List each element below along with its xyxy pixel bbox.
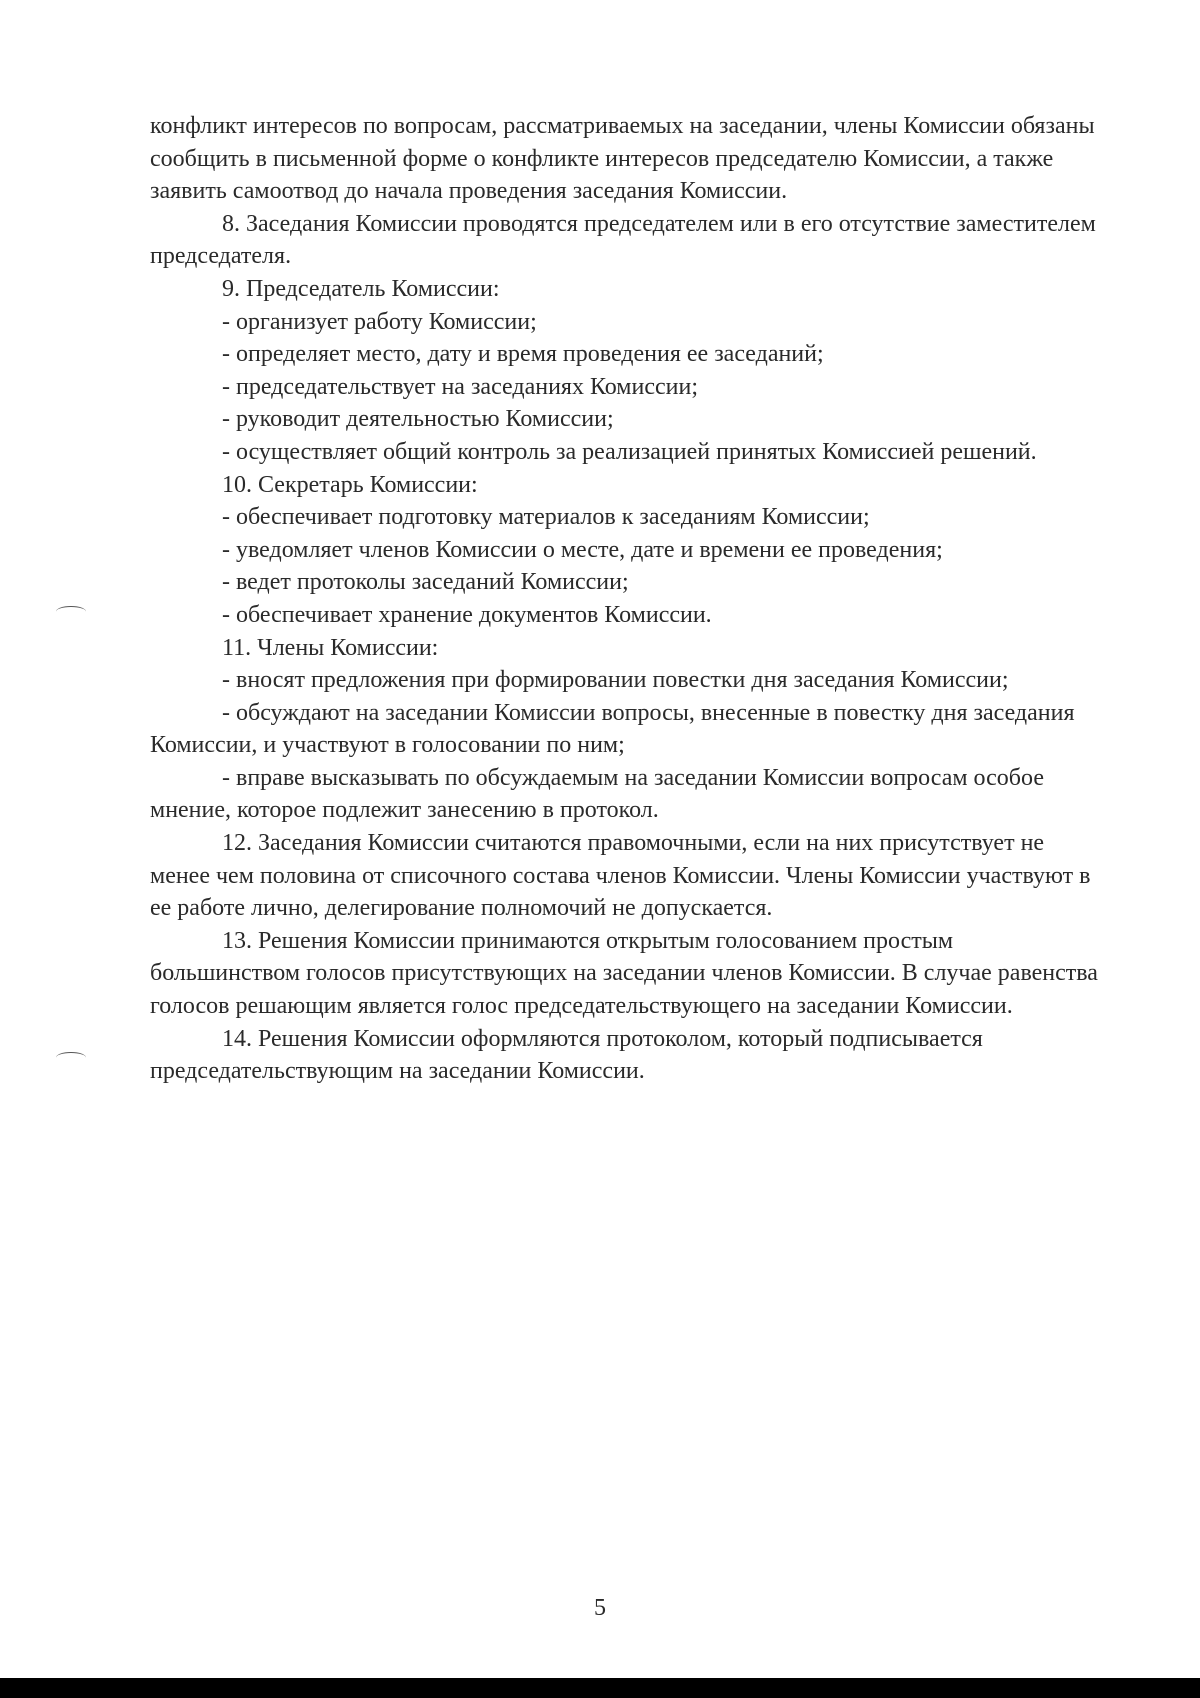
list-item-secretary-notifies: - уведомляет членов Комисcии о месте, дате и времени ее проведения;: [222, 536, 943, 563]
list-item-members-opinion: - вправе высказывать по обсуждаемым на заседании Комиссии вопросам особое мнение, которое подлежит занесению в протокол.: [150, 764, 1044, 824]
list-item-secretary-archives: - обеспечивает хранение документов Комиссии.: [222, 601, 712, 628]
list-item-members-propose: - вносят предложения при формировании повестки дня заседания Комиссии;: [222, 667, 1009, 694]
paragraph-conflict-of-interest: конфликт интересов по вопросам, рассматриваемых на заседании, члены Комиссии обязаны сообщить в письменной форме о конфликте интересов председателю Комиссии, а также заявить самоотвод до начала проведения заседания Комиссии.: [150, 113, 1095, 205]
scan-mark-upper: [56, 606, 86, 617]
list-item-chair-sets-schedule: - определяет место, дату и время проведения ее заседаний;: [222, 341, 824, 368]
paragraph-clause-14: 14. Решения Комиссии оформляются протоколом, который подписывается председательствующим на заседании Комиссии.: [150, 1025, 983, 1085]
paragraph-clause-11-heading: 11. Члены Комиссии:: [222, 634, 439, 661]
list-item-secretary-prepares: - обеспечивает подготовку материалов к заседаниям Комиссии;: [222, 504, 870, 531]
list-item-chair-leads: - руководит деятельностью Комиссии;: [222, 406, 614, 433]
scan-bottom-border: [0, 1678, 1200, 1698]
list-item-members-discuss: - обсуждают на заседании Комиссии вопросы, внесенные в повестку дня заседания Комиссии, и участвуют в голосовании по ним;: [150, 699, 1075, 759]
page-number: 5: [594, 1595, 606, 1621]
list-item-secretary-minutes: - ведет протоколы заседаний Комиссии;: [222, 569, 629, 596]
paragraph-clause-13: 13. Решения Комиссии принимаются открытым голосованием простым большинством голосов присутствующих на заседании членов Комиссии. В случае равенства голосов решающим является голос председательствующего на заседании Комиссии.: [150, 927, 1098, 1020]
paragraph-clause-8: 8. Заседания Комиссии проводятся председателем или в его отсутствие заместителем председателя.: [150, 210, 1096, 270]
paragraph-clause-12: 12. Заседания Комиссии считаются правомочными, если на них присутствует не менее чем половина от списочного состава членов Комиссии. Члены Комиссии участвуют в ее работе лично, делегирование полномочий не допускается.: [150, 830, 1091, 922]
paragraph-clause-9-heading: 9. Председатель Комиссии:: [222, 275, 500, 302]
scan-mark-lower: [56, 1052, 86, 1063]
document-body: [150, 110, 1100, 1088]
list-item-chair-presides: - председательствует на заседаниях Комиссии;: [222, 373, 698, 400]
paragraph-clause-10-heading: 10. Секретарь Комиссии:: [222, 471, 478, 498]
list-item-chair-controls: - осуществляет общий контроль за реализацией принятых Комиссией решений.: [222, 438, 1037, 465]
list-item-chair-organizes: - организует работу Комиссии;: [222, 308, 537, 335]
